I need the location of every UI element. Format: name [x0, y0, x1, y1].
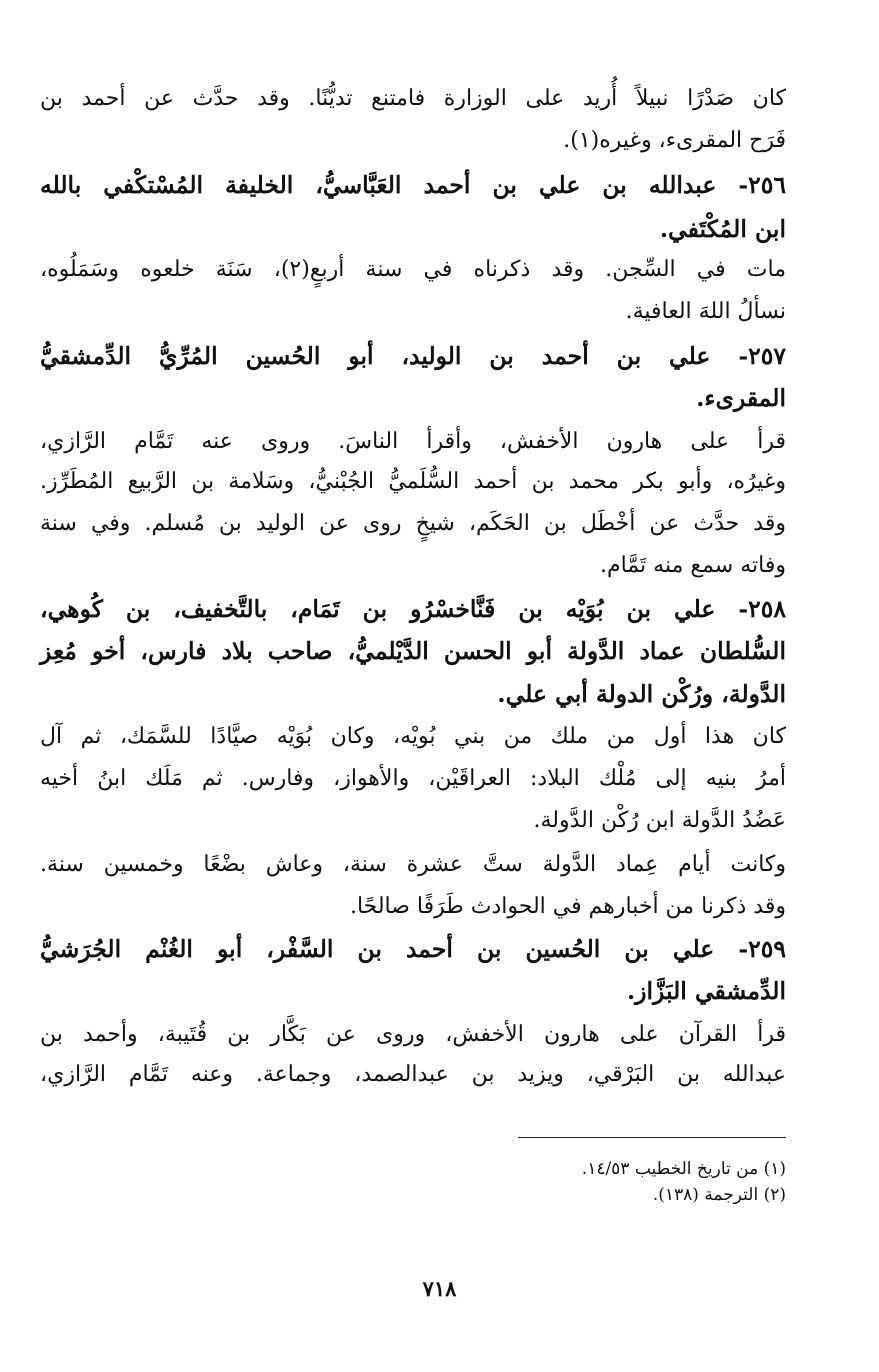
- body-text-line: وفاته سمع منه تَمَّام.: [600, 553, 786, 578]
- entry-heading-line: ابن المُكْتَفي.: [659, 215, 786, 243]
- body-text-line: وغيرُه، وأبو بكر محمد بن أحمد السُّلَميُّ الجُبْنيُّ، وسَلامة بن الرَّبيع المُطَرِّز.: [40, 469, 786, 494]
- footnote-2: (٢) الترجمة (١٣٨).: [652, 1185, 786, 1205]
- body-text-line: قرأ القرآن على هارون الأخفش، وروى عن بَكَّار بن قُتَيبة، وأحمد بن: [40, 1022, 786, 1047]
- page-number: ٧١٨: [422, 1276, 457, 1301]
- body-text-line: مات في السِّجن. وقد ذكرناه في سنة أربعٍ(٢)، سَنَة خلعوه وسَمَلُوه،: [40, 257, 786, 282]
- body-text-line: وقد ذكرنا من أخبارهم في الحوادث طَرَفًا صالحًا.: [349, 894, 786, 919]
- body-text-line: عبدالله بن البَرْقي، ويزيد بن عبدالصمد، وجماعة. وعنه تَمَّام الرَّازي،: [40, 1062, 786, 1087]
- body-text-line: فَرَح المقرىء، وغيره(١).: [563, 128, 786, 153]
- entry-heading-line: ٢٥٨- علي بن بُوَيْه بن فَنَّاخسْرُو بن تَمَام، بالتَّخفيف، بن كُوهي،: [40, 595, 786, 623]
- body-text-line: أمرُ بنيه إلى مُلْك البلاد: العراقَيْن، والأهواز، وفارس. ثم مَلَك ابنُ أخيه: [40, 766, 786, 791]
- body-text-line: وقد حدَّث عن أخْطَل بن الحَكَم، شيخٍ روى عن الوليد بن مُسلم. وفي سنة: [40, 511, 786, 536]
- footnote-1: (١) من تاريخ الخطيب ١٤/٥٣.: [581, 1159, 786, 1179]
- entry-heading-line: السُّلطان عماد الدَّولة أبو الحسن الدَّيْلميُّ، صاحب بلاد فارس، أخو مُعِز: [40, 637, 786, 665]
- entry-heading-line: ٢٥٩- علي بن الحُسين بن أحمد بن السَّفْر، أبو الغُنْم الجُرَشيُّ: [40, 935, 786, 963]
- body-text-line: كان صَدْرًا نبيلاً أُريد على الوزارة فامتنع تديُّنًا. وقد حدَّث عن أحمد بن: [40, 86, 786, 111]
- body-text-line: قرأ على هارون الأخفش، وأقرأ الناسَ. وروى عنه تَمَّام الرَّازي،: [40, 429, 786, 454]
- body-text-line: عَضُدُ الدَّولة ابن رُكْن الدَّولة.: [533, 808, 786, 833]
- entry-heading-line: المقرىء.: [696, 384, 786, 412]
- entry-heading-line: ٢٥٦- عبدالله بن علي بن أحمد العَبَّاسيُّ، الخليفة المُسْتكْفي بالله: [40, 171, 786, 199]
- entry-heading-line: الدَّولة، ورُكْن الدولة أبي علي.: [497, 680, 786, 708]
- entry-heading-line: ٢٥٧- علي بن أحمد بن الوليد، أبو الحُسين المُرِّيُّ الدِّمشقيُّ: [40, 342, 786, 370]
- footnote-separator: [518, 1137, 786, 1138]
- body-text-line: وكانت أيام عِماد الدَّولة ستَّ عشرة سنة، وعاش بضْعًا وخمسين سنة.: [40, 852, 786, 877]
- body-text-line: نسألُ اللهَ العافية.: [625, 299, 786, 324]
- entry-heading-line: الدِّمشقي البَزَّاز.: [626, 977, 786, 1005]
- body-text-line: كان هذا أول من ملك من بني بُويْه، وكان بُوَيْه صيَّادًا للسَّمَك، ثم آل: [40, 724, 786, 749]
